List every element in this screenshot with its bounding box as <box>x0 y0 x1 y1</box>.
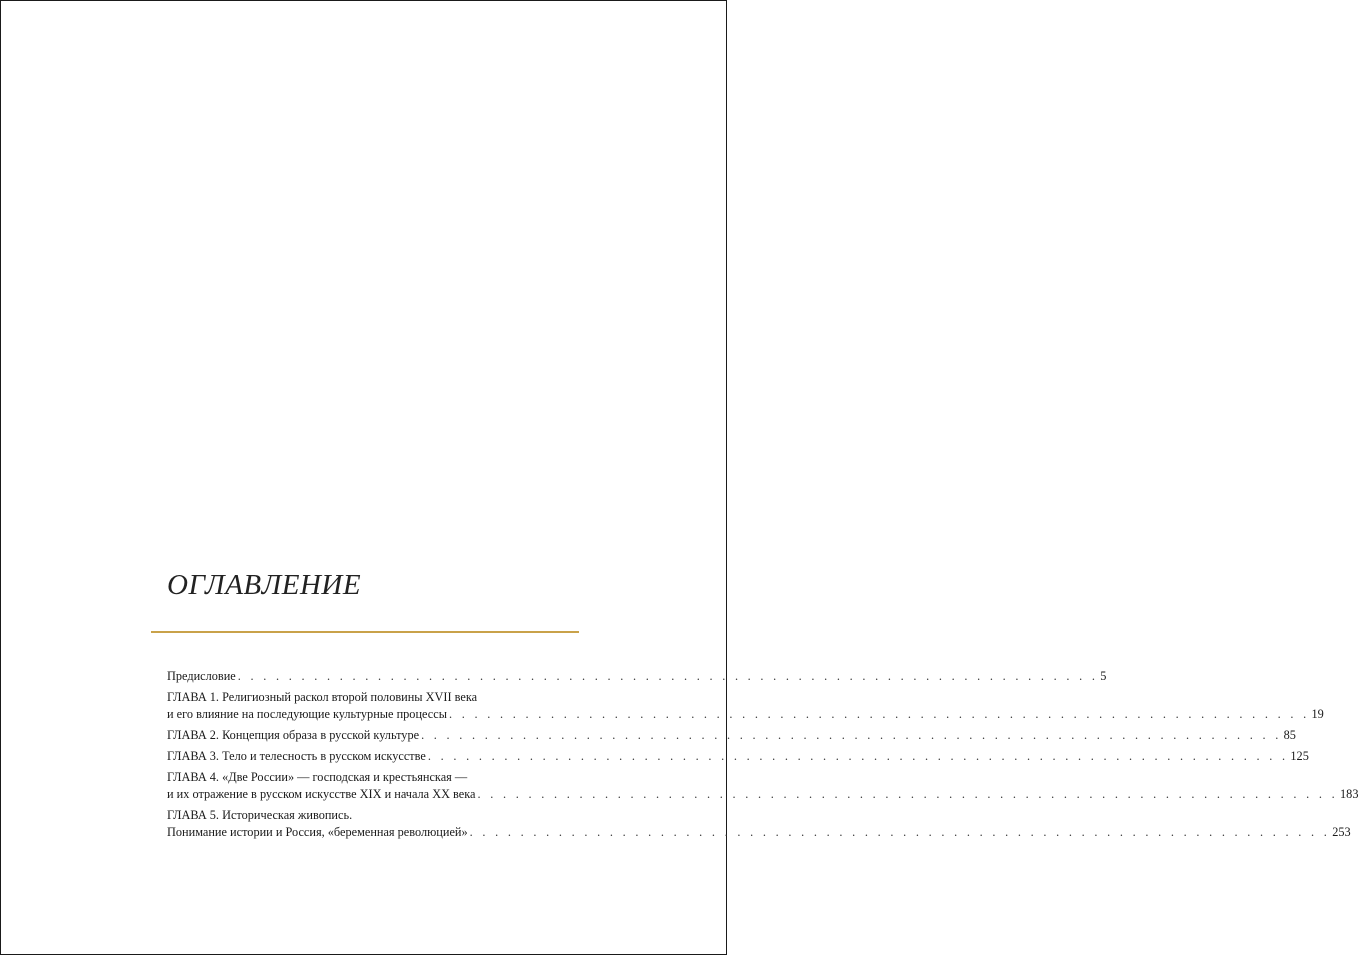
toc-entry-preface[interactable] <box>167 668 1107 685</box>
toc-entry-title-continued: и их отражение в русском искусстве XIX и начала XX века <box>167 787 476 801</box>
dot-leader: . . . . . . . . . . . . . . . . . . . . . . . . . . . . . . . . . . . . . . . . . . . . . . . . . . . . . . . . . . . . . . . . . . . . <box>448 707 1310 721</box>
toc-entry-title: ГЛАВА 3. Тело и телесность в русском искусстве <box>167 749 426 763</box>
toc-page-number: 5 <box>1100 669 1107 683</box>
toc-entry-chapter-1[interactable] <box>167 689 1324 723</box>
toc-entry-chapter-2[interactable] <box>167 727 1296 744</box>
toc-page-number: 125 <box>1290 749 1309 763</box>
dot-leader: . . . . . . . . . . . . . . . . . . . . . . . . . . . . . . . . . . . . . . . . . . . . . . . . . . . . . . . . . . . . . . . . . . . . <box>427 749 1289 763</box>
toc-entry-chapter-3[interactable] <box>167 748 1309 765</box>
toc-page-number: 183 <box>1340 787 1358 801</box>
dot-leader: . . . . . . . . . . . . . . . . . . . . . . . . . . . . . . . . . . . . . . . . . . . . . . . . . . . . . . . . . . . . . . . . . . . . <box>469 825 1331 839</box>
toc-page-number: 19 <box>1311 707 1324 721</box>
toc-entry-title-continued: Понимание истории и Россия, «беременная революцией» <box>167 825 468 839</box>
toc-page-number: 85 <box>1283 728 1296 742</box>
dot-leader: . . . . . . . . . . . . . . . . . . . . . . . . . . . . . . . . . . . . . . . . . . . . . . . . . . . . . . . . . . . . . . . . . . . . <box>237 669 1099 683</box>
toc-entry-title: ГЛАВА 2. Концепция образа в русской культуре <box>167 728 420 742</box>
toc-entry-chapter-5[interactable] <box>167 807 1351 841</box>
toc-entry-title: ГЛАВА 5. Историческая живопись. <box>167 808 353 822</box>
toc-entry-title: ГЛАВА 1. Религиозный раскол второй половины XVII века <box>167 690 478 704</box>
table-of-contents <box>167 668 1358 845</box>
dot-leader: . . . . . . . . . . . . . . . . . . . . . . . . . . . . . . . . . . . . . . . . . . . . . . . . . . . . . . . . . . . . . . . . . . . . <box>477 787 1339 801</box>
toc-page-number: 253 <box>1332 825 1351 839</box>
title-divider <box>151 631 579 633</box>
toc-entry-title: Предисловие <box>167 669 236 683</box>
page-title: ОГЛАВЛЕНИЕ <box>167 569 362 601</box>
toc-entry-chapter-4[interactable] <box>167 769 1358 803</box>
toc-entry-title: ГЛАВА 4. «Две России» — господская и крестьянская — <box>167 770 468 784</box>
toc-entry-title-continued: и его влияние на последующие культурные процессы <box>167 707 447 721</box>
dot-leader: . . . . . . . . . . . . . . . . . . . . . . . . . . . . . . . . . . . . . . . . . . . . . . . . . . . . . . . . . . . . . . . . . . . . <box>421 728 1282 742</box>
